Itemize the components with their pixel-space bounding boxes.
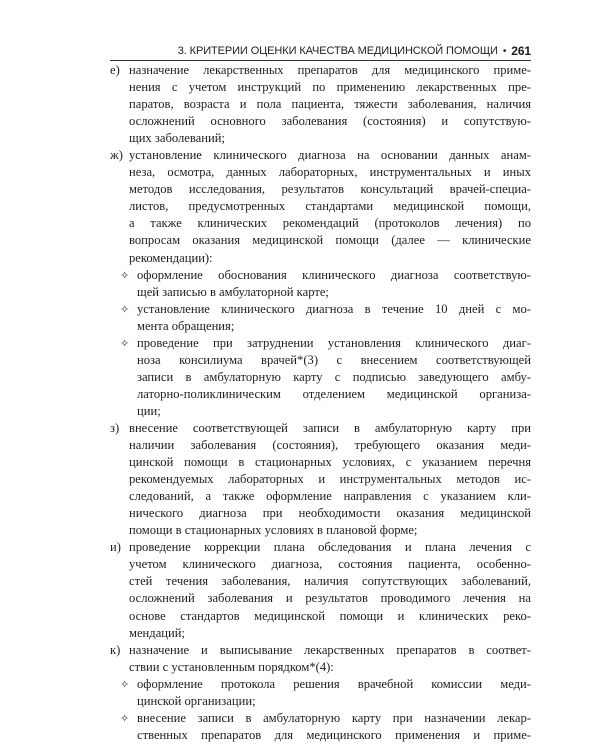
page-number: 261: [511, 44, 531, 58]
header-section-title: 3. КРИТЕРИИ ОЦЕНКИ КАЧЕСТВА МЕДИЦИНСКОЙ ПОМОЩИ: [177, 45, 498, 57]
text-line: стей течения заболевания, наличия сопутствующих заболеваний,: [129, 574, 531, 589]
text-line: паратов, возраста и пола пациента, тяжести заболевания, наличия: [129, 97, 531, 112]
sub-item-text: [137, 710, 531, 744]
list-item-i: [110, 539, 531, 641]
diamond-bullet-icon: ✧: [120, 302, 130, 316]
header-rule: [110, 60, 531, 61]
text-line: неза, осмотра, данных лабораторных, инструментальных и иных: [129, 165, 531, 180]
text-line: цинской организации;: [137, 693, 256, 708]
list-item-text: [129, 642, 531, 676]
text-line: листов, предусмотренных стандартами медицинской помощи,: [129, 199, 531, 214]
text-line: наличии заболевания (состояния), требующего оказания меди-: [129, 438, 531, 453]
list-item-k: [110, 642, 531, 676]
sub-item-text: [137, 676, 531, 710]
text-line: оформление протокола решения врачебной комиссии меди-: [137, 676, 531, 691]
list-item-text: [129, 147, 531, 266]
text-line: методов исследования, результатов консультаций врачей-специа-: [129, 182, 531, 197]
text-line: помощи в стационарных условиях в плановой форме;: [129, 523, 418, 538]
text-line: внесение соответствующей записи в амбулаторную карту при: [129, 420, 531, 435]
text-line: рекомендации):: [129, 250, 213, 265]
text-line: установление клинического диагноза на основании данных анам-: [129, 148, 531, 163]
text-line: назначение и выписывание лекарственных препаратов в соответ-: [129, 642, 531, 657]
sub-item-text: [137, 267, 531, 301]
list-marker: з): [110, 420, 120, 435]
sub-item: [110, 267, 531, 301]
document-body: [110, 62, 531, 744]
text-line: ственных препаратов для медицинского применения и приме-: [137, 727, 531, 742]
header-bullet: •: [502, 45, 507, 57]
text-line: вопросам оказания медицинской помощи (далее — клинические: [129, 233, 531, 248]
list-item-e: [110, 62, 531, 147]
sub-item: [110, 301, 531, 335]
text-line: рекомендуемых лабораторных и инструментальных методов ис-: [129, 472, 531, 487]
text-line: внесение записи в амбулаторную карту при назначении лекар-: [137, 710, 531, 725]
list-item-text: [129, 539, 531, 641]
list-marker: к): [110, 642, 121, 657]
text-line: нического диагноза при необходимости оказания медицинской: [129, 506, 531, 521]
text-line: цинской помощи в стационарных условиях, с указанием перечня: [129, 455, 531, 470]
sub-item: [110, 676, 531, 710]
text-line: записи в амбулаторную карту с подписью заведующего амбу-: [137, 369, 531, 384]
text-line: щей записью в амбулаторной карте;: [137, 284, 329, 299]
list-item-text: [129, 420, 531, 539]
text-line: латорно-поликлиническим отделением медицинской организа-: [137, 386, 531, 401]
list-item-zh: [110, 147, 531, 266]
sub-item: [110, 335, 531, 420]
running-header: [110, 44, 531, 58]
text-line: ствии с установленным порядком*(4):: [129, 659, 334, 674]
list-marker: е): [110, 63, 120, 77]
text-line: щих заболеваний;: [129, 131, 225, 146]
sub-item-text: [137, 301, 531, 335]
diamond-bullet-icon: ✧: [120, 336, 130, 350]
text-line: мента обращения;: [137, 318, 235, 333]
list-marker: ж): [110, 148, 123, 163]
text-line: нения с учетом инструкций по применению лекарственных пре-: [129, 80, 531, 95]
text-line: установление клинического диагноза в течение 10 дней с мо-: [137, 301, 531, 316]
text-line: основе стандартов медицинской помощи и клинических реко-: [129, 608, 531, 623]
text-line: а также клинических рекомендаций (протоколов лечения) по: [129, 216, 531, 231]
sub-item-text: [137, 335, 531, 420]
list-item-z: [110, 420, 531, 539]
sub-item: [110, 710, 531, 744]
text-line: следований, а также оформление направления с указанием кли-: [129, 489, 531, 504]
text-line: осложнений заболевания и результатов проводимого лечения на: [129, 591, 531, 606]
text-line: проведение коррекции плана обследования и плана лечения с: [129, 540, 531, 555]
text-line: оформление обоснования клинического диагноза соответствую-: [137, 267, 531, 282]
text-line: проведение при затруднении установления клинического диаг-: [137, 335, 531, 350]
list-marker: и): [110, 540, 121, 555]
text-line: осложнений основного заболевания (состояния) и сопутствую-: [129, 114, 531, 129]
diamond-bullet-icon: ✧: [120, 711, 130, 725]
text-line: ции;: [137, 403, 161, 418]
diamond-bullet-icon: ✧: [120, 268, 130, 282]
text-line: мендаций;: [129, 625, 186, 640]
list-item-text: [129, 62, 531, 147]
text-line: учетом клинического диагноза, состояния пациента, особенно-: [129, 557, 531, 572]
diamond-bullet-icon: ✧: [120, 677, 130, 691]
text-line: назначение лекарственных препаратов для медицинского приме-: [129, 63, 531, 77]
text-line: ноза консилиума врачей*(3) с внесением соответствующей: [137, 352, 531, 367]
